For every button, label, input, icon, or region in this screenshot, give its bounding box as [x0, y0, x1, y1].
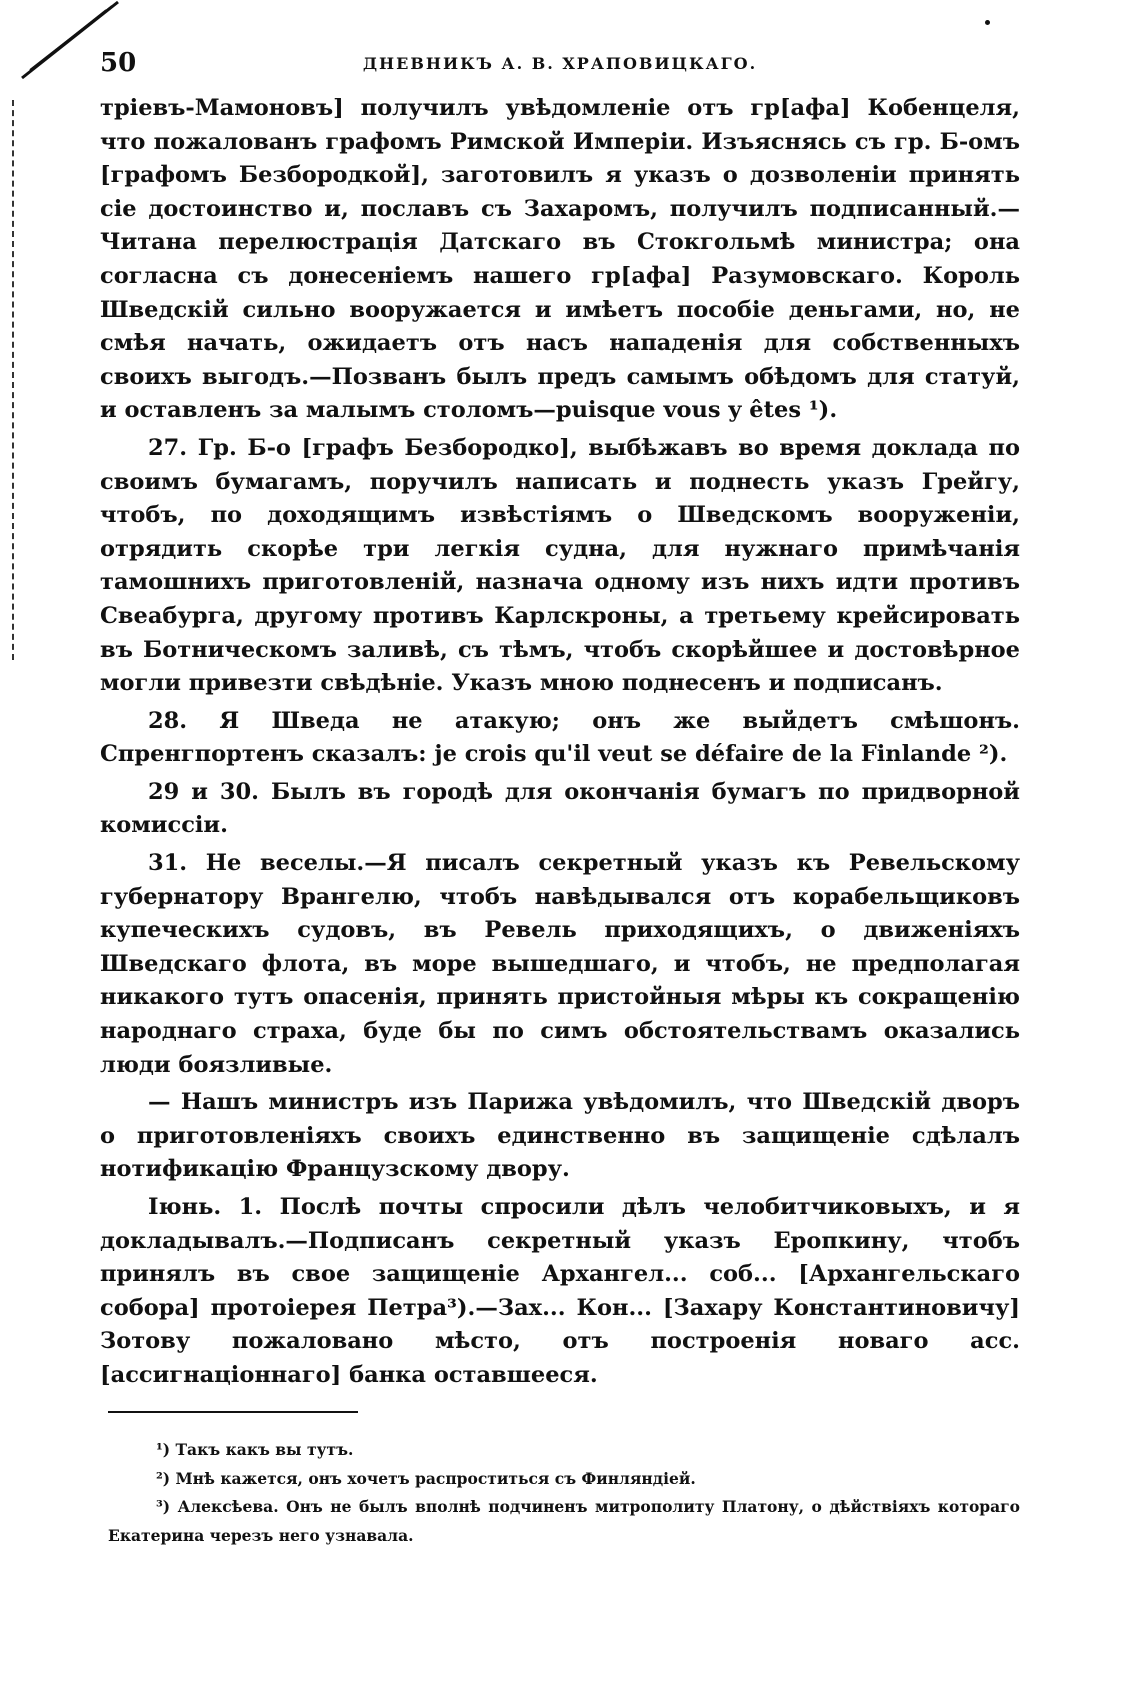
paragraph-entry-27: 27. Гр. Б-о [графъ Безбородко], выбѣжавъ во время доклада по своимъ бумагамъ, поручилъ написать и поднесть указъ Грейгу, чтобъ, по доходящимъ извѣстіямъ о Шведскомъ вооруженіи, отрядить скорѣе три легкія судна, для нужнаго примѣчанія тамошнихъ приготовленій, назнача одному изъ нихъ идти противъ Свеабурга, другому противъ Карлскроны, а третьему крейсировать въ Ботническомъ заливѣ, съ тѣмъ, чтобъ скорѣйшее и достовѣрное могли привезти свѣдѣніе. Указъ мною поднесенъ и подписанъ. [100, 434, 1020, 697]
paragraph-entry-28: 28. Я Шведа не атакую; онъ же выйдетъ смѣшонъ. Спренгпортенъ сказалъ: je crois qu'il veut se défaire de la Finlande ²). [100, 707, 1020, 768]
paragraph-june-1 [100, 1191, 1020, 1393]
paragraph-entry-29-30: 29 и 30. Былъ въ городѣ для окончанія бумагъ по придворной комиссіи. [100, 778, 1020, 839]
footnote-1: ¹) Такъ какъ вы тутъ. [156, 1440, 354, 1459]
main-text [100, 92, 1020, 1397]
paragraph-entry-31: 31. Не веселы.—Я писалъ секретный указъ къ Ревельскому губернатору Врангелю, чтобъ навѣдывался отъ корабельщиковъ купеческихъ судовъ, въ Ревель приходящихъ, о движеніяхъ Шведскаго флота, въ море вышедшаго, и чтобъ, не предполагая никакого тутъ опасенія, принять пристойныя мѣры къ сокращенію народнаго страха, буде бы по симъ обстоятельствамъ оказались люди боязливые. [100, 850, 1020, 1078]
footnote-divider [108, 1411, 358, 1413]
footnotes [108, 1436, 1020, 1550]
paragraph-june-1-text: 1. Послѣ почты спросили дѣлъ челобитчиковыхъ, и я докладывалъ.—Подписанъ секретный указъ Еропкину, чтобъ принялъ въ свое защищеніе Архангел... соб... [Архангельскаго собора] протоіерея Петра³).—Зах... Кон... [Захару Константиновичу] Зотову пожаловано мѣсто, отъ построенія новаго асс. [ассигнаціоннаго] банка оставшееся. [100, 1194, 1020, 1388]
ink-dot [985, 20, 990, 25]
page-header [100, 48, 1020, 78]
footnote-3: ³) Алексѣева. Онъ не былъ вполнѣ подчиненъ митрополиту Платону, о дѣйствіяхъ котораго Екатерина черезъ него узнавала. [108, 1497, 1020, 1545]
page-number: 50 [100, 48, 137, 78]
footnote-2: ²) Мнѣ кажется, онъ хочетъ распроститься съ Финляндіей. [156, 1468, 696, 1488]
running-title: ДНЕВНИКЪ А. В. ХРАПОВИЦКАГО. [362, 54, 758, 73]
paragraph-minister-report: — Нашъ министръ изъ Парижа увѣдомилъ, что Шведскій дворъ о приготовленіяхъ своихъ единственно въ защищеніе сдѣлалъ нотификацію Французскому двору. [100, 1089, 1020, 1183]
paragraph: тріевъ-Мамоновъ] получилъ увѣдомленіе отъ гр[афа] Кобенцеля, что пожалованъ графомъ Римской Имперіи. Изъяснясь съ гр. Б-омъ [графомъ Безбородкой], заготовилъ я указъ о дозволеніи принять сіе достоинство и, пославъ съ Захаромъ, получилъ подписанный.—Читана перелюстрація Датскаго въ Стокгольмѣ министра; она согласна съ донесеніемъ нашего гр[афа] Разумовскаго. Король Шведскій сильно вооружается и имѣетъ пособіе деньгами, но, не смѣя начать, ожидаетъ отъ насъ нападенія для собственныхъ своихъ выгодъ.—Позванъ былъ предъ самымъ обѣдомъ для статуй, и оставленъ за малымъ столомъ—puisque vous y êtes ¹). [100, 95, 1020, 424]
margin-mark [12, 100, 16, 660]
month-heading: Іюнь. [148, 1194, 222, 1220]
